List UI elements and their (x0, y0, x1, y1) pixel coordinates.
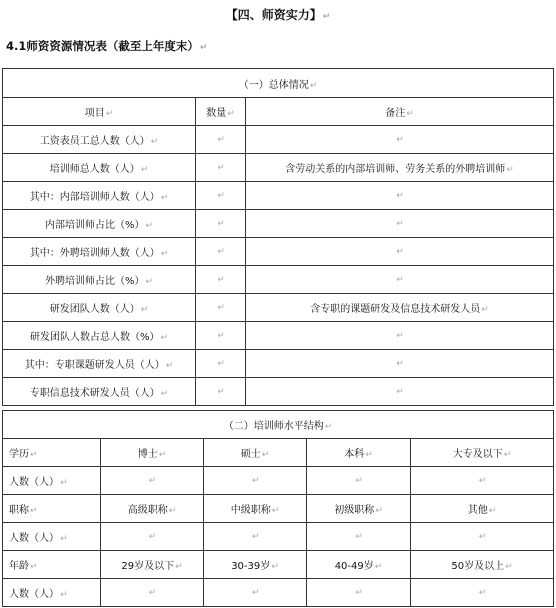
category-option-cell: 30-39岁↵ (204, 551, 307, 579)
item-cell: 其中：专职课题研发人员（人）↵ (3, 350, 196, 378)
item-cell: 外聘培训师占比（%）↵ (3, 266, 196, 294)
section-heading: 【四、师资实力】↵ (225, 8, 331, 22)
category-option-cell: 40-49岁↵ (307, 551, 411, 579)
count-value-cell: ↵ (101, 579, 204, 607)
quantity-cell: ↵ (196, 210, 246, 238)
table-row (3, 238, 554, 266)
quantity-cell: ↵ (196, 182, 246, 210)
overall-situation-table (2, 68, 554, 406)
item-cell: 工资表员工总人数（人）↵ (3, 126, 196, 154)
category-label-cell: 学历↵ (3, 439, 101, 467)
count-value-cell: ↵ (204, 579, 307, 607)
item-cell: 研发团队人数（人）↵ (3, 294, 196, 322)
category-option-cell: 其他↵ (411, 495, 554, 523)
count-row (3, 467, 554, 495)
quantity-cell: ↵ (196, 266, 246, 294)
category-row (3, 495, 554, 523)
item-cell: 其中：内部培训师人数（人）↵ (3, 182, 196, 210)
item-cell: 内部培训师占比（%）↵ (3, 210, 196, 238)
table-section-header-row (3, 411, 554, 439)
note-cell: ↵ (246, 182, 554, 210)
category-row (3, 439, 554, 467)
note-cell: ↵ (246, 266, 554, 294)
note-cell: ↵ (246, 322, 554, 350)
table-row (3, 350, 554, 378)
note-cell: ↵ (246, 126, 554, 154)
category-option-cell: 50岁及以上↵ (411, 551, 554, 579)
count-value-cell: ↵ (101, 523, 204, 551)
note-cell: 含劳动关系的内部培训师、劳务关系的外聘培训师↵ (246, 154, 554, 182)
table-row (3, 210, 554, 238)
table-section-header-row (3, 69, 554, 98)
count-value-cell: ↵ (307, 467, 411, 495)
category-option-cell: 29岁及以下↵ (101, 551, 204, 579)
note-cell: ↵ (246, 378, 554, 406)
count-row (3, 523, 554, 551)
count-label-cell: 人数（人）↵ (3, 467, 101, 495)
column-header-row (3, 98, 554, 126)
count-value-cell: ↵ (411, 467, 554, 495)
count-label-cell: 人数（人）↵ (3, 523, 101, 551)
count-label-cell: 人数（人）↵ (3, 579, 101, 607)
category-option-cell: 中级职称↵ (204, 495, 307, 523)
category-label-cell: 年龄↵ (3, 551, 101, 579)
quantity-cell: ↵ (196, 154, 246, 182)
section-title-cell: （一）总体情况↵ (3, 69, 554, 98)
note-cell: ↵ (246, 210, 554, 238)
item-cell: 研发团队人数占总人数（%）↵ (3, 322, 196, 350)
trainer-structure-table (2, 410, 554, 607)
category-row (3, 551, 554, 579)
note-cell: 含专职的课题研发及信息技术研发人员↵ (246, 294, 554, 322)
header-quantity: 数量↵ (196, 98, 246, 126)
quantity-cell: ↵ (196, 294, 246, 322)
table-row (3, 182, 554, 210)
count-value-cell: ↵ (307, 579, 411, 607)
count-value-cell: ↵ (411, 523, 554, 551)
item-cell: 培训师总人数（人）↵ (3, 154, 196, 182)
table-row (3, 266, 554, 294)
quantity-cell: ↵ (196, 322, 246, 350)
table-title: 4.1师资资源情况表（截至上年度末）↵ (6, 39, 208, 53)
header-note: 备注↵ (246, 98, 554, 126)
note-cell: ↵ (246, 350, 554, 378)
count-value-cell: ↵ (204, 467, 307, 495)
item-cell: 专职信息技术研发人员（人）↵ (3, 378, 196, 406)
count-value-cell: ↵ (411, 579, 554, 607)
quantity-cell: ↵ (196, 238, 246, 266)
count-row (3, 579, 554, 607)
category-option-cell: 大专及以下↵ (411, 439, 554, 467)
count-value-cell: ↵ (204, 523, 307, 551)
category-label-cell: 职称↵ (3, 495, 101, 523)
quantity-cell: ↵ (196, 350, 246, 378)
table-row (3, 294, 554, 322)
table-row (3, 378, 554, 406)
table-row (3, 322, 554, 350)
header-item: 项目↵ (3, 98, 196, 126)
note-cell: ↵ (246, 238, 554, 266)
category-option-cell: 高级职称↵ (101, 495, 204, 523)
table-row (3, 126, 554, 154)
count-value-cell: ↵ (101, 467, 204, 495)
category-option-cell: 博士↵ (101, 439, 204, 467)
category-option-cell: 初级职称↵ (307, 495, 411, 523)
table-row (3, 154, 554, 182)
category-option-cell: 本科↵ (307, 439, 411, 467)
count-value-cell: ↵ (307, 523, 411, 551)
category-option-cell: 硕士↵ (204, 439, 307, 467)
quantity-cell: ↵ (196, 378, 246, 406)
section-title-cell: （二）培训师水平结构↵ (3, 411, 554, 439)
item-cell: 其中：外聘培训师人数（人）↵ (3, 238, 196, 266)
quantity-cell: ↵ (196, 126, 246, 154)
